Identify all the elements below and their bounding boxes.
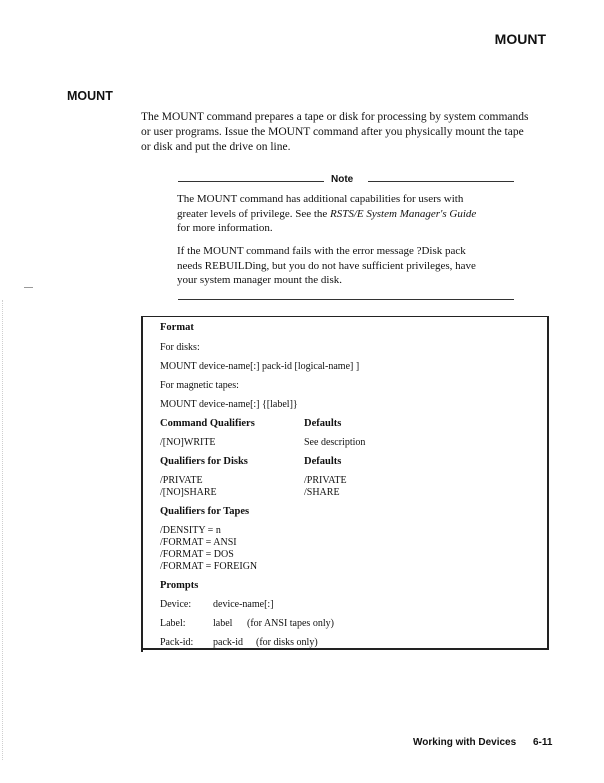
disk-qualifier-default: /SHARE bbox=[304, 487, 340, 498]
note-header-rule bbox=[178, 175, 514, 187]
disk-syntax: MOUNT device-name[:] pack-id [logical-name] ] bbox=[160, 361, 360, 372]
note-line: The MOUNT command has additional capabilities for users with bbox=[177, 193, 464, 205]
note-line: If the MOUNT command fails with the error message ?Disk pack bbox=[177, 245, 466, 257]
manual-title-reference: RSTS/E System Manager's Guide bbox=[330, 207, 477, 220]
note-line: needs REBUILDing, but you do not have sufficient privileges, have bbox=[177, 259, 476, 272]
intro-line: or user programs. Issue the MOUNT command after you physically mount the tape bbox=[141, 126, 524, 138]
prompts-heading: Prompts bbox=[160, 580, 199, 591]
command-qualifier-default: See description bbox=[304, 437, 366, 448]
defaults-heading: Defaults bbox=[304, 456, 342, 467]
format-heading: Format bbox=[160, 322, 194, 333]
disk-qualifiers-heading: Qualifiers for Disks bbox=[160, 456, 248, 467]
note-paragraph-2 bbox=[177, 244, 522, 288]
defaults-heading: Defaults bbox=[304, 418, 342, 429]
prompt-note: (for disks only) bbox=[256, 637, 318, 648]
disk-qualifier-default: /PRIVATE bbox=[304, 475, 347, 486]
prompt-label: Label: bbox=[160, 618, 186, 629]
note-line: your system manager mount the disk. bbox=[177, 274, 342, 286]
note-paragraph-1 bbox=[177, 192, 522, 236]
for-disks-label: For disks: bbox=[160, 342, 200, 353]
disk-qualifier-item: /[NO]SHARE bbox=[160, 487, 217, 498]
command-qualifier-item: /[NO]WRITE bbox=[160, 437, 216, 448]
prompt-note: (for ANSI tapes only) bbox=[247, 618, 334, 629]
prompt-value: label bbox=[213, 618, 233, 629]
tape-qualifier-item: /FORMAT = DOS bbox=[160, 549, 234, 560]
command-qualifiers-heading: Command Qualifiers bbox=[160, 418, 255, 429]
intro-paragraph bbox=[141, 110, 546, 155]
section-heading: MOUNT bbox=[67, 89, 113, 103]
disk-qualifier-item: /PRIVATE bbox=[160, 475, 203, 486]
note-rule-right bbox=[368, 181, 514, 182]
prompt-value: pack-id bbox=[213, 637, 243, 648]
footer-section-title: Working with Devices bbox=[413, 737, 517, 748]
format-box-left-bar bbox=[141, 316, 143, 652]
note-end-rule bbox=[178, 299, 514, 300]
note-line bbox=[177, 207, 522, 222]
intro-line: or disk and put the drive on line. bbox=[141, 141, 291, 153]
scan-artifact-line bbox=[2, 300, 3, 760]
prompt-label: Pack-id: bbox=[160, 637, 194, 648]
tape-qualifiers-heading: Qualifiers for Tapes bbox=[160, 506, 250, 517]
tape-qualifier-item: /DENSITY = n bbox=[160, 525, 221, 536]
prompt-label: Device: bbox=[160, 599, 192, 610]
tape-syntax: MOUNT device-name[:] {[label]} bbox=[160, 399, 298, 410]
prompt-value: device-name[:] bbox=[213, 599, 274, 610]
note-rule-left bbox=[178, 181, 324, 182]
intro-line: The MOUNT command prepares a tape or disk for processing by system commands bbox=[141, 111, 529, 123]
tape-qualifier-item: /FORMAT = FOREIGN bbox=[160, 561, 258, 572]
page-number: 6-11 bbox=[533, 737, 553, 748]
margin-mark bbox=[24, 287, 33, 288]
for-tapes-label: For magnetic tapes: bbox=[160, 380, 239, 391]
note-text: greater levels of privilege. See the bbox=[177, 207, 331, 220]
running-header-title: MOUNT bbox=[494, 31, 546, 47]
note-label: Note bbox=[331, 174, 354, 185]
note-line: for more information. bbox=[177, 222, 273, 234]
tape-qualifier-item: /FORMAT = ANSI bbox=[160, 537, 237, 548]
